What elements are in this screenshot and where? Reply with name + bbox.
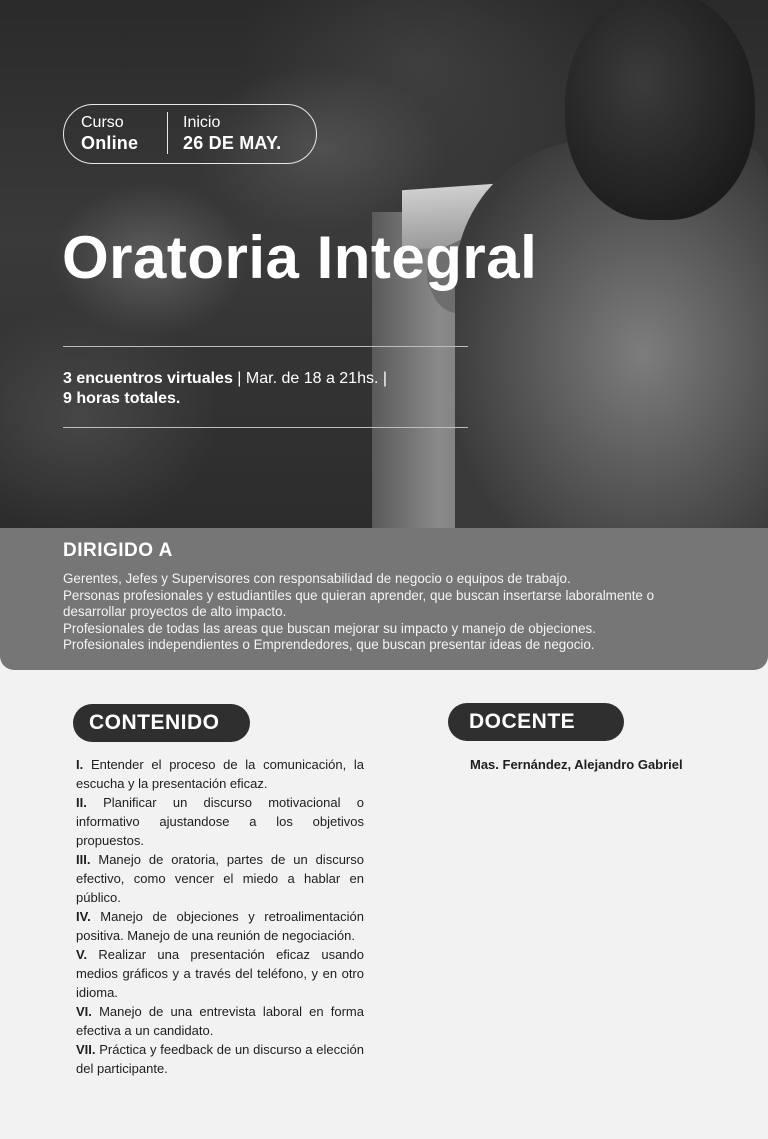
separator: | bbox=[232, 370, 246, 387]
list-item bbox=[76, 850, 364, 907]
item-text: Manejo de una entrevista laboral en forma efectiva a un candidato. bbox=[76, 1004, 364, 1038]
course-start bbox=[183, 113, 281, 154]
course-mode bbox=[81, 113, 138, 154]
course-info-badge bbox=[63, 104, 317, 164]
audience-section bbox=[0, 528, 768, 670]
contenido-heading: CONTENIDO bbox=[73, 704, 250, 742]
audience-line: Gerentes, Jefes y Supervisores con responsabilidad de negocio o equipos de trabajo. bbox=[63, 571, 571, 586]
course-label: Curso bbox=[81, 114, 124, 131]
separator: | bbox=[378, 370, 388, 387]
item-number: III. bbox=[76, 852, 91, 867]
speaker-hair-image bbox=[565, 0, 755, 220]
divider-top bbox=[63, 346, 468, 347]
audience-line: desarrollar proyectos de alto impacto. bbox=[63, 604, 287, 619]
item-text: Entender el proceso de la comunicación, la escucha y la presentación eficaz. bbox=[76, 757, 364, 791]
contenido-list bbox=[76, 755, 364, 1078]
badge-divider bbox=[167, 112, 168, 154]
sessions-count: 3 encuentros virtuales bbox=[63, 370, 233, 387]
item-number: VII. bbox=[76, 1042, 96, 1057]
item-text: Práctica y feedback de un discurso a elección del participante. bbox=[76, 1042, 364, 1076]
audience-line: Profesionales independientes o Emprendedores, que buscan presentar ideas de negocio. bbox=[63, 637, 595, 652]
item-text: Planificar un discurso motivacional o informativo ajustandose a los objetivos propuestos. bbox=[76, 795, 364, 848]
audience-list bbox=[63, 571, 753, 654]
list-item bbox=[76, 755, 364, 793]
item-number: VI. bbox=[76, 1004, 92, 1019]
schedule-info bbox=[63, 369, 483, 409]
start-label: Inicio bbox=[183, 114, 221, 131]
item-number: IV. bbox=[76, 909, 91, 924]
course-value: Online bbox=[81, 133, 139, 153]
days-time: Mar. de 18 a 21hs. bbox=[245, 370, 379, 387]
item-number: V. bbox=[76, 947, 88, 962]
audience-line: Personas profesionales y estudiantiles que quieran aprender, que buscan insertarse laboralmente o bbox=[63, 587, 655, 603]
item-text: Manejo de oratoria, partes de un discurso efectivo, como vencer el miedo a hablar en público. bbox=[76, 852, 364, 905]
item-number: II. bbox=[76, 795, 87, 810]
hero-banner bbox=[0, 0, 768, 528]
divider-bottom bbox=[63, 427, 468, 428]
item-text: Manejo de objeciones y retroalimentación positiva. Manejo de una reunión de negociación. bbox=[76, 909, 364, 943]
total-hours: 9 horas totales. bbox=[63, 390, 181, 407]
audience-heading: DIRIGIDO A bbox=[63, 540, 173, 561]
item-text: Realizar una presentación eficaz usando medios gráficos y a través del teléfono, y en otro idioma. bbox=[76, 947, 364, 1000]
audience-line: Profesionales de todas las areas que buscan mejorar su impacto y manejo de objeciones. bbox=[63, 620, 596, 636]
item-number: I. bbox=[76, 757, 84, 772]
list-item bbox=[76, 1002, 364, 1040]
list-item bbox=[76, 1040, 364, 1078]
list-item bbox=[76, 793, 364, 850]
instructor-name: Mas. Fernández, Alejandro Gabriel bbox=[470, 757, 683, 772]
list-item bbox=[76, 945, 364, 1002]
list-item bbox=[76, 907, 364, 945]
page-title: Oratoria Integral bbox=[62, 224, 538, 291]
docente-heading: DOCENTE bbox=[448, 703, 624, 741]
start-value: 26 DE MAY. bbox=[183, 133, 282, 153]
